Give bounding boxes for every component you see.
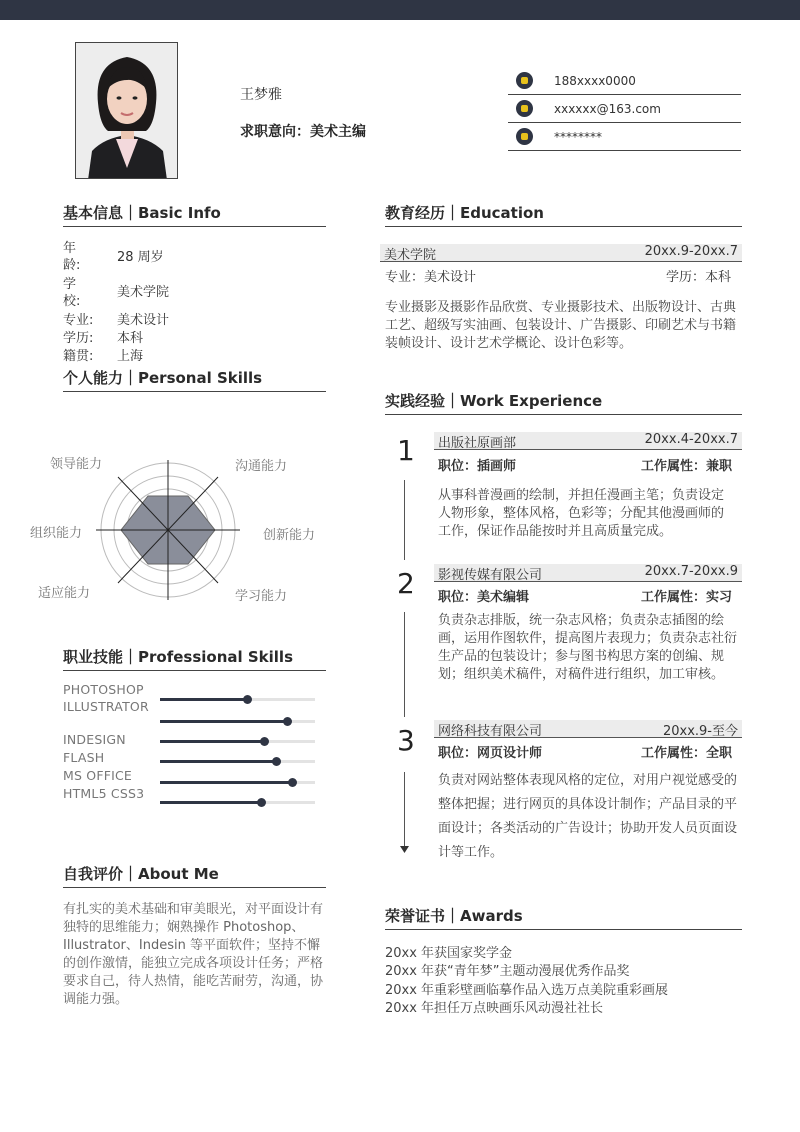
work-period: 20xx.9-至今 xyxy=(662,724,738,739)
work-type: 工作属性：兼职 xyxy=(641,459,733,474)
major-value: 美术设计 xyxy=(117,313,170,328)
skill-name: ILLUSTRATOR xyxy=(63,699,149,714)
award-item: 20xx 年担任万点映画乐风动漫社社长 xyxy=(385,1001,604,1016)
major-label: 专业: xyxy=(63,313,94,328)
education-courses: 专业摄影及摄影作品欣赏、专业摄影技术、出版物设计、古典工艺、超级写实油画、包装设计、广告摄影、印刷艺术与书籍装帧设计、设计艺术学概论、设计色彩等。 xyxy=(385,300,737,351)
award-item: 20xx 年获“青年梦”主题动漫展优秀作品奖 xyxy=(385,964,630,979)
timeline-line xyxy=(404,480,405,560)
radar-label-organization: 组织能力 xyxy=(30,526,83,541)
radar-label-leadership: 领导能力 xyxy=(50,457,103,472)
work-row xyxy=(434,432,742,450)
radar-chart xyxy=(80,445,260,615)
skill-name: FLASH xyxy=(63,750,105,765)
timeline-line xyxy=(404,612,405,717)
contact-email xyxy=(508,95,741,123)
timeline-line xyxy=(404,772,405,850)
about-text: 有扎实的美术基础和审美眼光，对平面设计有独特的思维能力；娴熟操作 Photoshop、Illustrator、Indesin 等平面软件；坚持不懈的创作激情，能独立完成各项设计任务；严格要求自己，待人热情，能吃苦耐劳，沟通，协调能力强。 xyxy=(63,902,324,1007)
skill-bar xyxy=(160,760,315,763)
skill-bar-fill xyxy=(160,801,261,804)
skill-bar xyxy=(160,801,315,804)
timeline-arrow-icon xyxy=(400,846,409,854)
skill-bar xyxy=(160,740,315,743)
work-description: 负责杂志排版，统一杂志风格；负责杂志插图的绘画，运用作图软件，提高图片表现力；负责杂志社衍生产品的包装设计；参与图书构思方案的创编、规划；组织美术稿件，对稿件进行组织，加工审核。 xyxy=(438,613,738,682)
work-number: 2 xyxy=(397,567,415,600)
mail-icon xyxy=(516,100,533,117)
work-position: 职位：网页设计师 xyxy=(438,746,543,761)
skill-bar-handle xyxy=(260,737,269,746)
radar-label-learning: 学习能力 xyxy=(235,589,288,604)
section-title-about: 自我评价｜About Me xyxy=(63,863,326,888)
skill-name: MS OFFICE xyxy=(63,768,133,783)
skill-name: PHOTOSHOP xyxy=(63,682,144,697)
degree-label: 学历: xyxy=(63,331,94,346)
email-text: xxxxxx@163.com xyxy=(554,102,661,116)
section-title-professional: 职业技能｜Professional Skills xyxy=(63,646,326,671)
skill-bar-handle xyxy=(288,778,297,787)
skill-bar-handle xyxy=(272,757,281,766)
work-row xyxy=(434,720,742,738)
work-type: 工作属性：实习 xyxy=(641,590,733,605)
work-number: 1 xyxy=(397,434,415,467)
work-row xyxy=(434,564,742,582)
school-label: 学校: xyxy=(63,277,81,309)
skill-name: HTML5 CSS3 xyxy=(63,786,145,801)
skill-name: INDESIGN xyxy=(63,732,126,747)
education-row xyxy=(380,244,742,262)
education-degree: 学历：本科 xyxy=(666,270,732,285)
education-school: 美术学院 xyxy=(384,248,437,263)
applicant-name: 王梦雅 xyxy=(240,87,282,103)
job-intent: 求职意向：美术主编 xyxy=(240,124,366,140)
award-item: 20xx 年重彩壁画临摹作品入选万点美院重彩画展 xyxy=(385,983,669,998)
contact-qq xyxy=(508,123,741,151)
age-label: 年龄: xyxy=(63,241,81,273)
top-bar xyxy=(0,0,800,20)
degree-value: 本科 xyxy=(117,331,144,346)
education-period: 20xx.9-20xx.7 xyxy=(644,244,738,259)
radar-label-adaptability: 适应能力 xyxy=(38,586,91,601)
work-position: 职位：插画师 xyxy=(438,459,517,474)
portrait-image xyxy=(76,43,178,179)
work-number: 3 xyxy=(397,724,415,757)
education-major: 专业：美术设计 xyxy=(385,270,477,285)
qq-text: ******** xyxy=(554,130,602,144)
work-company: 网络科技有限公司 xyxy=(438,724,543,739)
origin-label: 籍贯: xyxy=(63,349,94,364)
qq-icon xyxy=(516,128,533,145)
phone-text: 188xxxx0000 xyxy=(554,74,636,88)
school-value: 美术学院 xyxy=(117,285,170,300)
section-title-awards: 荣誉证书｜Awards xyxy=(385,905,742,930)
skill-bar-handle xyxy=(283,717,292,726)
radar-label-innovation: 创新能力 xyxy=(263,528,316,543)
skill-bar-fill xyxy=(160,760,276,763)
work-type: 工作属性：全职 xyxy=(641,746,733,761)
skill-bar xyxy=(160,781,315,784)
work-period: 20xx.7-20xx.9 xyxy=(644,564,738,579)
skill-bar-handle xyxy=(257,798,266,807)
work-company: 影视传媒有限公司 xyxy=(438,568,543,583)
work-company: 出版社原画部 xyxy=(438,436,517,451)
skill-bar xyxy=(160,720,315,723)
work-period: 20xx.4-20xx.7 xyxy=(644,432,738,447)
profile-photo xyxy=(75,42,178,179)
work-description: 从事科普漫画的绘制，并担任漫画主笔；负责设定人物形象，整体风格，色彩等；分配其他漫画师的工作，保证作品能按时并且高质量完成。 xyxy=(438,488,725,539)
work-position: 职位：美术编辑 xyxy=(438,590,530,605)
section-title-work: 实践经验｜Work Experience xyxy=(385,390,742,415)
contact-phone xyxy=(508,67,741,95)
skill-bar xyxy=(160,698,315,701)
skill-bar-fill xyxy=(160,698,247,701)
skill-bar-fill xyxy=(160,781,292,784)
section-title-personal: 个人能力｜Personal Skills xyxy=(63,367,326,392)
section-title-basic: 基本信息｜Basic Info xyxy=(63,202,326,227)
origin-value: 上海 xyxy=(117,349,144,364)
skill-bar-fill xyxy=(160,740,264,743)
section-title-education: 教育经历｜Education xyxy=(385,202,742,227)
age-value: 28 周岁 xyxy=(117,250,164,265)
skill-bar-fill xyxy=(160,720,287,723)
work-description: 负责对网站整体表现风格的定位，对用户视觉感受的整体把握；进行网页的具体设计制作；产品目录的平面设计；各类活动的广告设计；协助开发人员页面设计等工作。 xyxy=(438,773,738,860)
award-item: 20xx 年获国家奖学金 xyxy=(385,946,513,961)
phone-icon xyxy=(516,72,533,89)
skill-bar-handle xyxy=(243,695,252,704)
radar-label-communication: 沟通能力 xyxy=(235,459,288,474)
